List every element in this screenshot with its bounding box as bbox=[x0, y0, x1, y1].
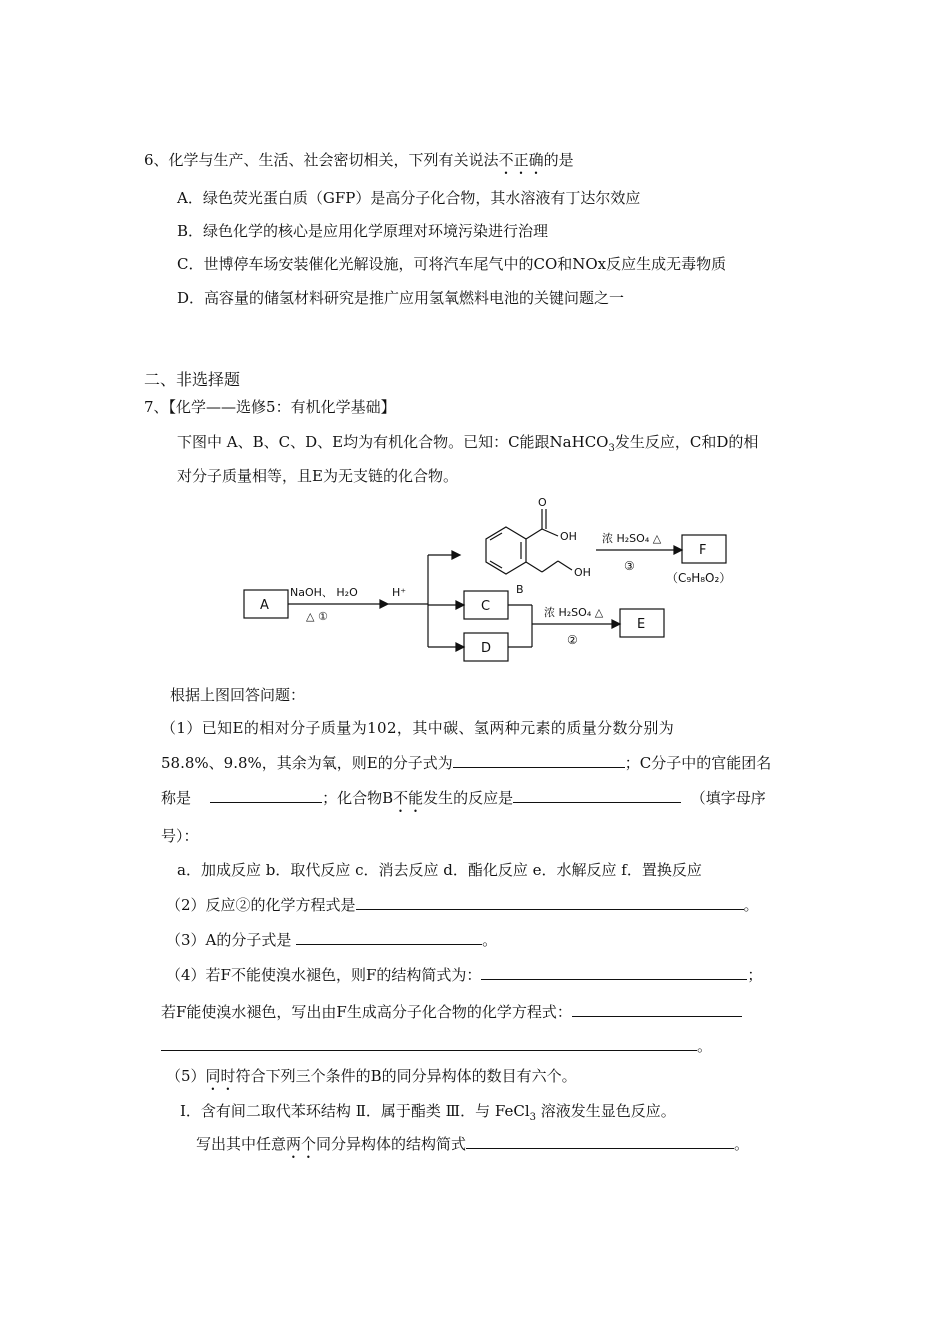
answer-e-formula-blank[interactable] bbox=[453, 752, 625, 768]
step1-reagent: NaOH、 H₂O bbox=[290, 586, 358, 599]
q7-title: 【化学——选修5：有机化学基础】 bbox=[168, 398, 396, 416]
step1-condition: △ ① bbox=[306, 610, 328, 623]
q7-number: 7、 bbox=[144, 398, 169, 416]
q7-intro-line2: 对分子质量相等，且E为无支链的化合物。 bbox=[177, 467, 458, 485]
answer-polymer-equation-blank[interactable] bbox=[572, 1001, 742, 1017]
answer-c-functional-group-blank[interactable] bbox=[210, 787, 322, 803]
q7-p2: （2）反应②的化学方程式是 。 bbox=[166, 896, 759, 914]
q7-p4-line3: 。 bbox=[161, 1035, 712, 1056]
q6-option-c: C．世博停车场安装催化光解设施，可将汽车尾气中的CO和NOx反应生成无毒物质 bbox=[177, 255, 727, 273]
q7-p5-line2: 写出其中任意两个同分异构体的结构简式 。 bbox=[196, 1135, 750, 1153]
q7-p3: （3）A的分子式是 。 bbox=[166, 931, 498, 949]
acid-oh: OH bbox=[560, 530, 577, 543]
step3-number: ③ bbox=[624, 559, 635, 573]
q7-p5: （5）同时符合下列三个条件的B的同分异构体的数目有六个。 bbox=[166, 1067, 577, 1085]
box-e-label: E bbox=[637, 617, 646, 632]
p5-line2-emphasis: 两个 bbox=[286, 1135, 317, 1153]
q7-p1-line3: 称是 ；化合物B不能发生的反应是 （填字母序 bbox=[161, 789, 766, 807]
q6-option-d: D．高容量的储氢材料研究是推广应用氢氧燃料电池的关键问题之一 bbox=[177, 289, 625, 307]
reaction-scheme bbox=[230, 492, 770, 667]
answer-f-structure-blank[interactable] bbox=[481, 964, 747, 980]
step2-number: ② bbox=[567, 633, 578, 647]
p1-emphasis: 不能 bbox=[393, 789, 424, 807]
q6-emphasis: 不正确 bbox=[498, 151, 544, 169]
box-f-label: F bbox=[699, 543, 707, 558]
q7-intro-line1: 下图中 A、B、C、D、E均为有机化合物。已知：C能跟NaHCO$_3$发生反应，C和D的相 bbox=[177, 433, 759, 454]
step3-reagent: 浓 H₂SO₄ △ bbox=[602, 532, 662, 545]
q6-option-b: B．绿色化学的核心是应用化学原理对环境污染进行治理 bbox=[177, 222, 549, 240]
q7-p4-line2: 若F能使溴水褪色，写出由F生成高分子化合物的化学方程式： bbox=[161, 1001, 742, 1022]
q7-header bbox=[144, 397, 396, 417]
section2-title: 二、非选择题 bbox=[144, 370, 241, 389]
q6-stem: 6、化学与生产、生活、社会密切相关，下列有关说法不正确的是 bbox=[144, 151, 574, 169]
q7-p1-line2: 58.8%、9.8%，其余为氧，则E的分子式为 ；C分子中的官能团名 bbox=[161, 754, 772, 772]
compound-b-ring bbox=[486, 527, 526, 574]
alcohol-oh: OH bbox=[574, 566, 591, 579]
box-a-label: A bbox=[260, 598, 269, 613]
q7-prompt: 根据上图回答问题： bbox=[170, 686, 306, 704]
answer-b-reaction-blank[interactable] bbox=[513, 787, 681, 803]
q6-option-a: A．绿色荧光蛋白质（GFP）是高分子化合物，其水溶液有丁达尔效应 bbox=[177, 189, 641, 207]
p5-emphasis: 同时 bbox=[205, 1067, 236, 1085]
carbonyl-o: O bbox=[538, 496, 547, 509]
q7-choices: a．加成反应 b．取代反应 c．消去反应 d．酯化反应 e．水解反应 f．置换反应 bbox=[177, 861, 702, 879]
box-d-label: D bbox=[481, 641, 492, 656]
compound-b-label: B bbox=[516, 583, 524, 596]
f-formula: （C₉H₈O₂） bbox=[666, 571, 732, 585]
answer-isomers-blank[interactable] bbox=[466, 1133, 734, 1149]
q7-p1-line1: （1）已知E的相对分子质量为102，其中碳、氢两种元素的质量分数分别为 bbox=[161, 719, 675, 737]
answer-polymer-equation-blank-2[interactable] bbox=[161, 1035, 697, 1051]
q6-number: 6、 bbox=[144, 151, 169, 169]
box-c-label: C bbox=[481, 599, 491, 614]
step2-reagent: 浓 H₂SO₄ △ bbox=[544, 606, 604, 619]
acid-label: H⁺ bbox=[392, 586, 407, 599]
q7-p1-line4: 号）： bbox=[161, 827, 199, 845]
answer-a-formula-blank[interactable] bbox=[296, 929, 482, 945]
answer-reaction2-blank[interactable] bbox=[356, 894, 744, 910]
q7-p4-line1: （4）若F不能使溴水褪色，则F的结构简式为： ； bbox=[166, 966, 763, 984]
q7-conditions: Ⅰ．含有间二取代苯环结构 Ⅱ．属于酯类 Ⅲ．与 FeCl$_3$ 溶液发生显色反应。 bbox=[180, 1102, 676, 1123]
